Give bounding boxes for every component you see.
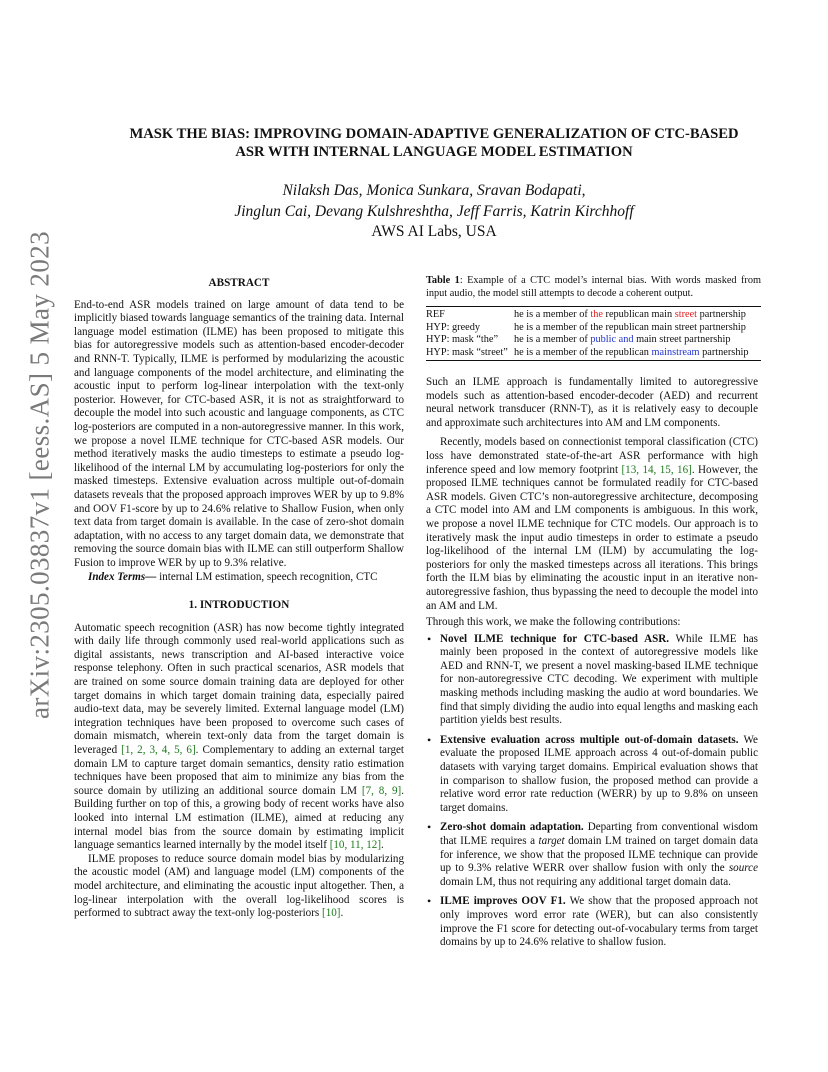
- arxiv-side-stamp: [0, 0, 60, 1072]
- right-column: [426, 376, 758, 956]
- table-row: [426, 307, 761, 322]
- text-seg: partnership: [699, 346, 749, 358]
- contributions-intro: Through this work, we make the following contributions:: [426, 616, 681, 629]
- table-caption: [426, 275, 761, 300]
- bullet-text: Departing from conventional wisdom that ILME requires a: [440, 821, 759, 847]
- table-caption-label: Table 1: [426, 275, 460, 286]
- row-text: he is a member of the republican main street partnership: [514, 321, 746, 333]
- list-item: [440, 895, 758, 949]
- table-1: [426, 275, 761, 361]
- hallucinated-word: mainstream: [651, 346, 700, 358]
- masked-word: street: [674, 309, 698, 320]
- table-caption-text: : Example of a CTC model’s internal bias. With words masked from input audio, the model still attempts to decode a coherent output.: [426, 275, 761, 299]
- authors-line-2: Jinglun Cai, Devang Kulshreshtha, Jeff Farris, Katrin Kirchhoff: [234, 203, 634, 220]
- right-paragraph-2: [426, 436, 758, 613]
- text-seg: partnership: [697, 309, 746, 320]
- contributions-list: [426, 633, 758, 950]
- abstract-heading: ABSTRACT: [208, 277, 270, 289]
- index-terms-label: Index Terms—: [88, 571, 157, 584]
- list-item: [440, 821, 758, 889]
- row-text: [514, 334, 761, 347]
- list-item: [440, 734, 758, 816]
- intro-paragraph-2: [74, 853, 404, 921]
- author-list: [60, 180, 808, 222]
- right-p2-text-b: . However, the proposed ILME techniques cannot be formulated readily for CTC-based ASR models. Given CTC’s non-autoregressive architecture, decomposing a CTC model into AM and LM components is ambiguous. In this work, we propose a novel ILME technique for CTC models. Our approach is to iteratively mask the input audio timesteps in order to estimate a pseudo log-likelihood of the internal LM (ILM) by accumulating the log-posteriors for only the masked timesteps across all iterations. This brings forth the ILM bias by eliminating the acoustic input in an iterative non-autoregressive fashion, thus bypassing the need to decouple the model into an AM and LM.: [426, 463, 758, 612]
- bullet-text: We evaluate the proposed ILME approach across 4 out-of-domain public datasets with varying target domains. Empirical evaluation shows that in comparison to shallow fusion, the proposed method can provide a relative word error rate reduction (WERR) by up to 9.8% on unseen target domains.: [440, 733, 758, 814]
- bullet-title: Extensive evaluation across multiple out-of-domain datasets.: [440, 733, 739, 746]
- row-label: HYP: mask “street”: [426, 346, 508, 358]
- table-row: [426, 347, 761, 361]
- row-label: REF: [426, 309, 445, 320]
- right-paragraph-1: Such an ILME approach is fundamentally limited to autoregressive models such as attention-based encoder-decoder (AED) and recurrent neural network transducer (RNN-T), as it is relatively easy to decouple and approximate such architectures into AM and LM components.: [426, 376, 758, 429]
- bullet-text: While ILME has mainly been proposed in the context of autoregressive models like AED and RNN-T, we present a novel masking-based ILME technique for non-autoregressive CTC decoding. We experiment with multiple masking methods including masking the audio at word boundaries. We find that simply dividing the audio into equal lengths and masking each partition yields best results.: [440, 632, 758, 727]
- paper-title: [60, 125, 808, 161]
- row-text: [514, 307, 761, 322]
- text-seg: he is a member of: [514, 309, 591, 320]
- text-seg: he is a member of the republican: [514, 346, 652, 358]
- citation-link[interactable]: [10]: [322, 907, 341, 920]
- text-seg: republican main: [602, 309, 675, 320]
- masked-word: the: [590, 309, 603, 320]
- bullet-text: domain LM trained on target domain data for inference, we show that the proposed ILME technique can provide up to 9.3% relative WERR over shallow fusion with only the: [440, 835, 759, 875]
- row-label: HYP: greedy: [426, 321, 481, 333]
- bullet-title: Zero-shot domain adaptation.: [440, 821, 584, 834]
- table-row: [426, 334, 761, 347]
- title-line-2: ASR WITH INTERNAL LANGUAGE MODEL ESTIMATION: [235, 144, 633, 160]
- intro-p1-text-d: .: [381, 839, 384, 852]
- citation-link[interactable]: [13, 14, 15, 16]: [621, 463, 692, 476]
- bullet-text: domain LM, thus not requiring any additional target domain data.: [440, 875, 731, 888]
- bullet-text: We show that the proposed approach not only improves word error rate (WER), but can also consistently improve the F1 score for detecting out-of-vocabulary terms from target domains by up to 24.6% relative to shallow fusion.: [440, 895, 758, 949]
- index-terms: [74, 571, 404, 585]
- citation-link[interactable]: [1, 2, 3, 4, 5, 6]: [121, 744, 196, 756]
- table-row: [426, 322, 761, 335]
- intro-paragraph-1: [74, 622, 404, 853]
- intro-p1-text-c: . Building further on top of this, a growing body of recent works have also looked into internal LM estimation (ILME), aimed at reducing any internal model bias from the source domain by estimating implicit language semantics learned internally by the model itself: [74, 784, 404, 852]
- text-seg: main street partnership: [633, 334, 731, 346]
- abstract-text: End-to-end ASR models trained on large amount of data tend to be implicitly biased towards language semantics of the training data. Internal language model estimation (ILME) has been proposed to mitigate this bias for autoregressive models such as attention-based encoder-decoder and RNN-T. Typically, ILME is performed by modularizing the acoustic and language components of the model architecture, and eliminating the acoustic input to perform log-linear interpolation with the text-only posterior. However, for CTC-based ASR, it is not as straightforward to decouple the model into such acoustic and language components, as CTC log-posteriors are computed in a non-autoregressive manner. In this work, we propose a novel ILME technique for CTC-based ASR models. Our method iteratively masks the audio timesteps to estimate a pseudo log-likelihood of the internal LM by accumulating log-posteriors for only the masked timesteps. Extensive evaluation across multiple out-of-domain datasets reveals that the proposed approach improves WER by up to 9.8% and OOV F1-score by up to 24.6% relative to Shallow Fusion, when only text data from target domain is available. In the case of zero-shot domain adaptation, with no access to any target domain data, we demonstrate that removing the source domain bias with ILME can still outperform Shallow Fusion to improve WER by up to 9.3% relative.: [74, 298, 404, 569]
- bullet-title: ILME improves OOV F1.: [440, 895, 566, 908]
- introduction-heading: 1. INTRODUCTION: [188, 599, 290, 612]
- citation-link[interactable]: [7, 8, 9]: [361, 784, 402, 797]
- hallucinated-word: public and: [590, 334, 634, 346]
- intro-p2-text-a: ILME proposes to reduce source domain model bias by modularizing the acoustic model (AM) and language model (LM) components of the model architecture, and eliminating the acoustic input altogether. Then, a log-linear interpolation with the overall log-likelihood scores is performed to subtract away the text-only log-posteriors: [74, 852, 404, 920]
- right-p2-text-a: Recently, models based on connectionist temporal classification (CTC) loss have demonstrated state-of-the-art ASR performance with high inference speed and low memory footprint: [426, 436, 758, 476]
- citation-link[interactable]: [10, 11, 12]: [329, 839, 382, 852]
- bullet-emphasis: target: [538, 835, 565, 847]
- affiliation: AWS AI Labs, USA: [371, 223, 497, 240]
- arxiv-id-text: arXiv:2305.03837v1 [eess.AS] 5 May 2023: [24, 230, 55, 720]
- intro-p1-text-a: Automatic speech recognition (ASR) has now become tightly integrated with daily life through commonly used real-world applications such as digital assistants, news transcription and AI-based interactive voice response telephony. Often in such practical scenarios, ASR models that are trained on some source domain training data are deployed for other target domains in which target domain training data, especially paired audio-text data, may be severely limited. External language model (LM) integration techniques have been proposed to overcome such cases of domain mismatch, wherein text-only data from the target domain is leveraged: [74, 621, 404, 756]
- intro-p2-text-b: .: [340, 907, 344, 920]
- row-label: HYP: mask “the”: [426, 334, 499, 346]
- authors-line-1: Nilaksh Das, Monica Sunkara, Sravan Bodapati,: [282, 182, 586, 199]
- index-terms-text: internal LM estimation, speech recognition, CTC: [156, 571, 378, 584]
- title-line-1: MASK THE BIAS: IMPROVING DOMAIN-ADAPTIVE GENERALIZATION OF CTC-BASED: [129, 126, 739, 142]
- bias-example-table: [426, 306, 761, 361]
- bullet-title: Novel ILME technique for CTC-based ASR.: [440, 632, 670, 645]
- bullet-emphasis: source: [728, 862, 758, 875]
- list-item: [440, 633, 758, 728]
- left-column: [74, 277, 404, 921]
- text-seg: he is a member of: [514, 334, 591, 346]
- row-text: [514, 347, 761, 361]
- intro-p1-text-b: . Complementary to adding an external target domain LM to capture target domain semantics, density ratio estimation techniques have been proposed that aim to minimize any bias from the source domain by utilizing an additional source domain LM: [74, 744, 404, 797]
